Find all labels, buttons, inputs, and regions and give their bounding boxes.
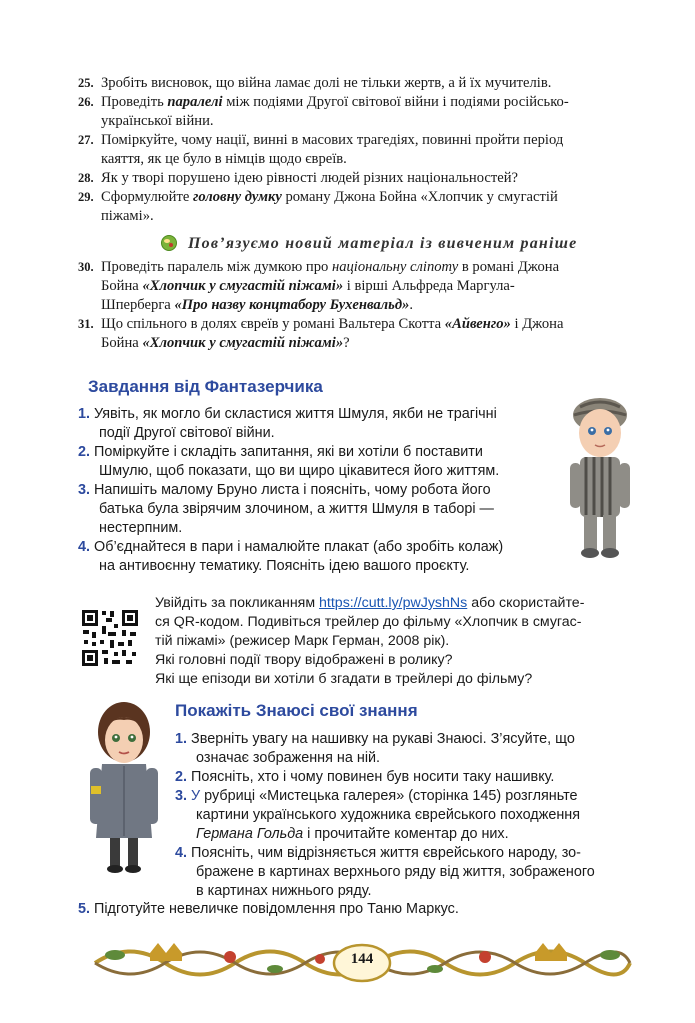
question-27: 27. Поміркуйте, чому нації, винні в масових трагедіях, повинні пройти період каяття, як це було в німців щодо євреїв.	[78, 132, 564, 167]
question-25: 25. Зробіть висновок, що війна ламає долі не тільки жертв, а й їх мучителів.	[78, 75, 552, 91]
trailer-link[interactable]: https://cutt.ly/pwJyshNs	[319, 595, 468, 611]
qr-instructions: Увійдіть за покликанням https://cutt.ly/pwJyshNs або скористайте- ся QR-кодом. Подивіться трейлер до фільму «Хлопчик в смугас- тій піжамі» (режисер Марк Герман, 2008 рік). Які головні події твору відображені в ролику? Які ще епізоди ви хотіли б згадати в трейлері до фільму?	[155, 595, 585, 687]
fantazerchyk-task-4: 4. Об’єднайтеся в пари і намалюйте плакат (або зробіть колаж) на антивоєнну тематику. Поясніть ідею вашого проєкту.	[78, 539, 504, 574]
znaiusia-task-1: 1. Зверніть увагу на нашивку на рукаві Знаюсі. З’ясуйте, що означає зображення на ній.	[175, 731, 575, 766]
section-heading: Пов’язуємо новий матеріал із вивченим раніше	[188, 235, 578, 252]
page-number: 144	[350, 951, 374, 967]
znaiusia-title: Покажіть Знаюсі свої знання	[175, 701, 418, 720]
fantazerchyk-task-2: 2. Поміркуйте і складіть запитання, які ви хотіли б поставити Шмулю, щоб показати, що ви щиро цікавитеся його життям.	[78, 444, 500, 479]
girl-illustration	[82, 698, 166, 878]
qr-code-icon[interactable]	[80, 608, 140, 668]
znaiusia-task-4: 4. Поясніть, чим відрізняється життя єврейського народу, зо- бражене в картинах верхнього ряду від життя, зображеного в картинах нижнього ряду.	[175, 845, 595, 899]
question-26: 26. Проведіть паралелі між подіями Другої світової війни і подіями російсько- української війни.	[78, 94, 569, 129]
znaiusia-task-2: 2. Поясніть, хто і чому повинен був носити таку нашивку.	[175, 769, 555, 785]
fantazerchyk-title: Завдання від Фантазерчика	[88, 377, 323, 396]
question-30: 30. Проведіть паралель між думкою про національну сліпоту в романі Джона Бойна «Хлопчик у смугастій піжамі» і вірші Альфреда Маргула- Шперберга «Про назву концтабору Бухенвальд».	[78, 259, 560, 313]
fantazerchyk-task-3: 3. Напишіть малому Бруно листа і поясніть, чому робота його батька була звірячим злочином, а життя Шмуля в таборі — нестерпним.	[78, 482, 494, 536]
question-31: 31. Що спільного в долях євреїв у романі Вальтера Скотта «Айвенго» і Джона Бойна «Хлопчик у смугастій піжамі»?	[78, 316, 564, 351]
globe-icon	[160, 234, 178, 252]
fantazerchyk-task-1: 1. Уявіть, як могло би скластися життя Шмуля, якби не трагічні події Другої світової війни.	[78, 406, 497, 441]
question-28: 28. Як у творі порушено ідею рівності людей різних національностей?	[78, 170, 519, 186]
question-29: 29. Сформулюйте головну думку роману Джона Бойна «Хлопчик у смугастій піжамі».	[78, 189, 558, 224]
znaiusia-task-5: 5. Підготуйте невеличке повідомлення про Таню Маркус.	[78, 901, 459, 917]
znaiusia-task-3: 3. У рубриці «Мистецька галерея» (сторінка 145) розгляньте картини українського художника єврейського походження Германа Гольда і прочитайте коментар до них.	[175, 788, 581, 842]
boy-illustration	[560, 385, 640, 560]
